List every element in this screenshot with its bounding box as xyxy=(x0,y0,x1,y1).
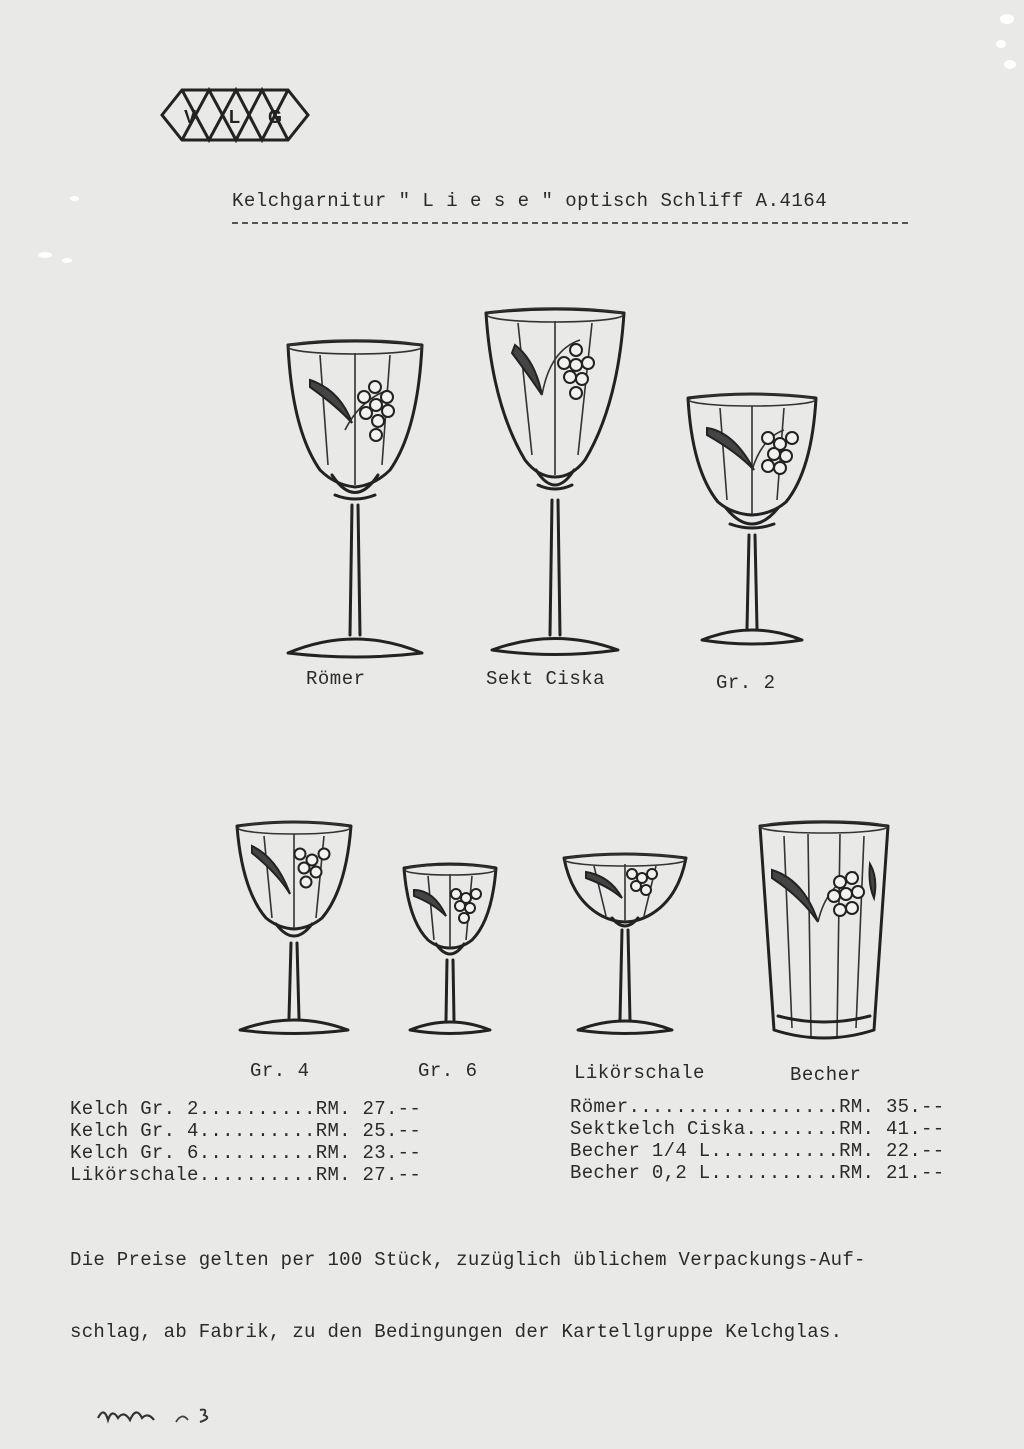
pricing-terms-line-2: schlag, ab Fabrik, zu den Bedingungen der Kartellgruppe Kelchglas. xyxy=(70,1321,843,1343)
price-row: Becher 1/4 L...........RM. 22.-- xyxy=(570,1140,945,1162)
price-row: Kelch Gr. 2..........RM. 27.-- xyxy=(70,1098,422,1120)
price-row: Becher 0,2 L...........RM. 21.-- xyxy=(570,1162,945,1184)
price-row: Römer..................RM. 35.-- xyxy=(570,1096,945,1118)
glass-label-gr4: Gr. 4 xyxy=(250,1060,310,1082)
handwritten-mark xyxy=(96,1400,226,1430)
sekt-ciska-glass-illustration xyxy=(480,305,630,665)
svg-text:V: V xyxy=(184,107,197,127)
glass-label-sekt-ciska: Sekt Ciska xyxy=(486,668,606,690)
price-row: Sektkelch Ciska........RM. 41.-- xyxy=(570,1118,945,1140)
pricing-terms-note xyxy=(70,1200,866,1368)
svg-text:L: L xyxy=(229,107,240,127)
vlg-logo xyxy=(160,86,310,144)
price-list-left xyxy=(70,1098,421,1186)
likoerschale-glass-illustration xyxy=(560,850,690,1040)
gr2-glass-illustration xyxy=(682,390,822,650)
gr4-glass-illustration xyxy=(232,818,356,1038)
glass-label-becher: Becher xyxy=(790,1064,862,1086)
svg-text:G: G xyxy=(268,107,283,127)
glass-label-likoerschale: Likörschale xyxy=(574,1062,705,1084)
price-row: Kelch Gr. 6..........RM. 23.-- xyxy=(70,1142,422,1164)
glass-label-roemer: Römer xyxy=(306,668,366,690)
gr6-glass-illustration xyxy=(400,860,500,1040)
becher-glass-illustration xyxy=(756,818,892,1048)
title-underline xyxy=(232,222,908,224)
price-row: Likörschale..........RM. 27.-- xyxy=(70,1164,422,1186)
price-row: Kelch Gr. 4..........RM. 25.-- xyxy=(70,1120,422,1142)
glass-label-gr2: Gr. 2 xyxy=(716,672,776,694)
page-title: Kelchgarnitur " L i e s e " optisch Schliff A.4164 xyxy=(232,190,828,212)
glass-label-gr6: Gr. 6 xyxy=(418,1060,478,1082)
roemer-glass-illustration xyxy=(280,335,430,665)
pricing-terms-line-1: Die Preise gelten per 100 Stück, zuzüglich üblichem Verpackungs-Auf- xyxy=(70,1249,866,1271)
price-list-right xyxy=(570,1096,944,1184)
